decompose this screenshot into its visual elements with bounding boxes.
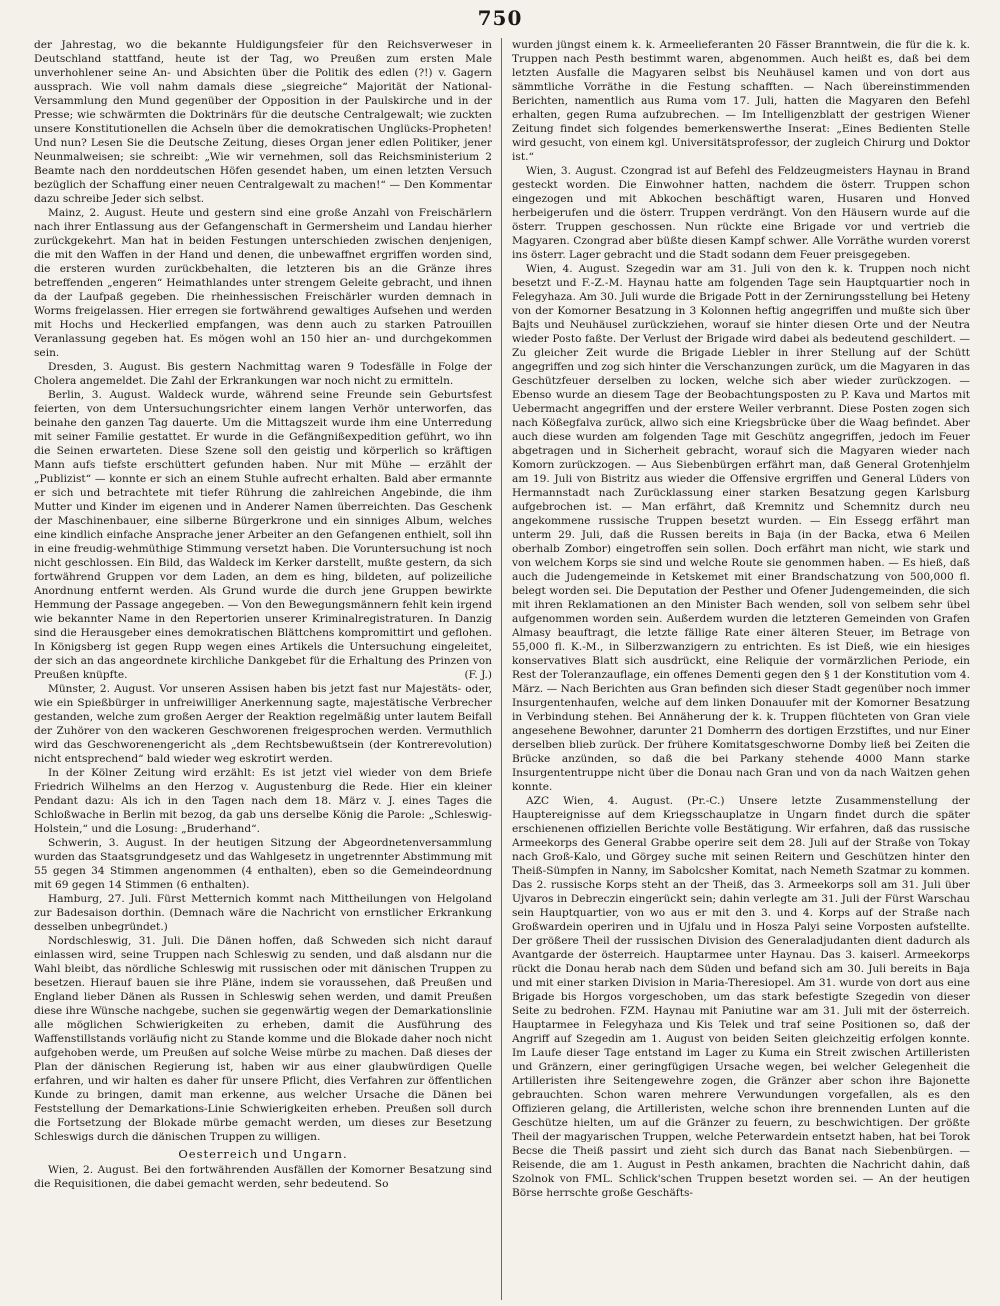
article-columns [34,38,970,1300]
section-heading: Oesterreich und Ungarn. [178,1147,348,1161]
page-number: 750 [477,6,523,30]
article-nordschleswig: Nordschleswig, 31. Juli. Die Dänen hoffen, daß Schweden sich nicht darauf einlassen wird, seine Truppen nach Schleswig zu senden, und daß alsdann nur die Wahl bleibt, das nördliche Schleswig mit russischen oder mit dänischen Truppen zu besetzen. Hierauf bauen sie ihre Pläne, indem sie voraussehen, daß Preußen und England lieber Dänen als Russen in Schleswig sehen werden, und damit Preußen diese ihre Wünsche nachgebe, suchen sie gegenwärtig wegen der Demarkationslinie alle möglichen Schwierigkeiten zu erheben, damit die Ausführung des Waffenstillstands vorläufig nicht zu Stande komme und die Blokade daher noch nicht aufgehoben werde, um Preußen auf solche Weise mürbe zu machen. Daß dieses der Plan der dänischen Regierung ist, haben wir aus einer glaubwürdigen Quelle erfahren, und wir halten es daher für unsere Pflicht, dies Verfahren zur öffentlichen Kunde zu bringen, damit man erkenne, aus welcher Ursache die Dänen bei Feststellung der Demarkations-Linie Schwierigkeiten erheben. Preußen soll durch die Fortsetzung der Blokade mürbe gemacht werden, um dieses zur Besetzung Schleswigs durch die dänischen Truppen zu willigen. [34,935,492,1143]
article-wien-aug4: Wien, 4. August. Szegedin war am 31. Juli von den k. k. Truppen noch nicht besetzt und F.-Z.-M. Haynau hatte am folgenden Tage sein Hauptquartier noch in Felegyhaza. Am 30. Juli wurde die Brigade Pott in der Zernirungsstellung bei Heteny von der Komorner Besatzung in 3 Kolonnen heftig angegriffen und mußte sich über Bajts und Neuhäusel zurückziehen, worauf sie hinter diesen Orte und der Neutra wieder Posto faßte. Der Verlust der Brigade wird dabei als bedeutend geschildert. — Zu gleicher Zeit wurde die Brigade Liebler in ihrer Stellung auf der Schütt angegriffen und zog sich hinter die Verschanzungen zurück, um die Magyaren in das Geschützfeuer derselben zu locken, welche sich aber wieder zurückzogen. — Ebenso wurde an diesem Tage der Beobachtungsposten zu P. Kava und Martos mit Uebermacht angegriffen und der erstere Weiler verbrannt. Diese Posten zogen sich nach Kößegfalva zurück, allwo sich eine Kriegsbrücke über die Waag befindet. Aber auch diese wurden am folgenden Tage mit Geschütz angegriffen, jedoch im Feuer abgetragen und in Sicherheit gebracht, worauf sich die Magyaren wieder nach Komorn zurückzogen. — Aus Siebenbürgen erfährt man, daß General Grotenhjelm am 19. Juli von Bistritz aus wieder die Offensive ergriffen und General Lüders von Hermannstadt nach Zurücklassung einer starken Besatzung gegen Karlsburg aufgebrochen ist. — Man erfährt, daß Kremnitz und Schemnitz durch neu angekommene russische Truppen besetzt wurden. — Ein Essegg erfährt man unterm 29. Juli, daß die Russen bereits in Baja (in der Backa, etwa 6 Meilen oberhalb Zombor) eingetroffen sein sollen. Doch erfährt man nicht, wie stark und von welchem Korps sie sind und welche Route sie genommen haben. — Es hieß, daß auch die Judengemeinde in Ketskemet mit einer Brandschatzung von 500,000 fl. belegt worden sei. Die Deputation der Pesther und Ofener Judengemeinden, die sich mit ihren Reklamationen an den Minister Bach wenden, soll von selbem sehr übel aufgenommen worden sein. Außerdem wurden die letzteren Gemeinden von Grafen Almasy beauftragt, die letzte fällige Rate einer älteren Steuer, im Betrage von 55,000 fl. K.-M., in Silberzwanzigern zu entrichten. Es ist Dieß, wie ein hiesiges konservatives Blatt sich ausdrückt, eine Reliquie der vormärzlichen Periode, ein Rest der Toleranzauflage, ein offenes Dementi gegen den § 1 der Konstitution vom 4. März. — Nach Berichten aus Gran befinden sich dieser Stadt gegenüber noch immer Insurgentenhaufen, welche auf dem linken Donauufer mit der Komorner Besatzung in Verbindung stehen. Bei Annäherung der k. k. Truppen flüchteten von Gran viele angesehene Bewohner, darunter 21 Domherrn des dortigen Erzstiftes, und nur Einer derselben blieb zurück. Der frühere Komitatsgeschworne Domby ließ bei Zeiten die Brücke anzünden, so daß die bei Parkany stehende 4000 Mann starke Insurgententruppe nicht über die Donau nach Gran und von da nach Waitzen gehen konnte. [512,263,970,793]
article-wien-continuation: wurden jüngst einem k. k. Armeelieferanten 20 Fässer Branntwein, die für die k. k. Truppen nach Pesth bestimmt waren, abgenommen. Auch heißt es, daß bei dem letzten Ausfalle die Magyaren selbst bis Neuhäusel kamen und von dort aus sämmtliche Vorräthe in die Festung schafften. — Nach übereinstimmenden Berichten, namentlich aus Ruma vom 17. Juli, hatten die Magyaren den Befehl erhalten, gegen Ruma aufzubrechen. — Im Intelligenzblatt der gestrigen Wiener Zeitung findet sich folgendes bemerkenswerthe Inserat: „Eines Bedienten Stelle wird gesucht, von einem kgl. Universitätsprofessor, der zugleich Chirurg und Doktor ist.“ [512,39,970,163]
article-muenster: Münster, 2. August. Vor unseren Assisen haben bis jetzt fast nur Majestäts- oder, wie ein Spießbürger in unfreiwilliger Anerkennung sagte, majestätische Verbrecher gestanden, welche zum großen Aerger der Reaktion regelmäßig unter lautem Beifall der Zuhörer von den wackeren Geschworenen freigesprochen werden. Vermuthlich wird das Geschworenengericht als „dem Rechtsbewußtsein (der Kontrerevolution) nicht entsprechend“ bald wieder weg eskrotirt werden. [34,683,492,765]
column-divider [501,38,502,1300]
article-berlin-text: Berlin, 3. August. Waldeck wurde, während seine Freunde sein Geburtsfest feierten, von dem Untersuchungsrichter einem langen Verhör unterworfen, das beinahe den ganzen Tag dauerte. Um die Mittagszeit wurde ihm eine Unterredung mit seiner Familie gestattet. Er wurde in die Gefängnißexpedition geführt, wo ihn die Seinen erwarteten. Diese Szene soll den geistig und körperlich so kräftigen Mann aufs tiefste erschüttert gefunden haben. Nur mit Mühe — erzählt der „Publizist“ — konnte er sich an einem Stuhle aufrecht erhalten. Bald aber ermannte er sich und betrachtete mit tiefer Rührung die zahlreichen Angebinde, die ihm Mutter und Kinder im eigenen und in Anderer Namen überreichten. Das Geschenk der Maschinenbauer, eine silberne Bürgerkrone und ein sinniges Album, welches eine kindlich einfache Ansprache jener Arbeiter an den Gefangenen enthielt, soll ihn in eine freudig-wehmüthige Stimmung versetzt haben. Die Voruntersuchung ist noch nicht geschlossen. Ein Bild, das Waldeck im Kerker darstellt, mußte gestern, da sich fortwährend Gruppen vor dem Laden, an dem es hing, bildeten, auf polizeiliche Anordnung entfernt werden. Als Grund wurde die durch jene Gruppen bewirkte Hemmung der Passage angegeben. — Von den Bewegungsmännern fehlt kein irgend wie bekannter Name in den Repertorien unserer Kriminalregistraturen. In Danzig sind die Herausgeber eines demokratischen Blättchens kompromittirt und geflohen. In Königsberg ist gegen Rupp wegen eines Artikels die Untersuchung eingeleitet, der sich an das angeordnete kirchliche Dankgebet für die Erhaltung des Prinzen von Preußen knüpfte. [34,389,492,681]
article-mainz: Mainz, 2. August. Heute und gestern sind eine große Anzahl von Freischärlern nach ihrer Entlassung aus der Gefangenschaft in Germersheim und Landau hierher zurückgekehrt. Man hat in beiden Festungen unterschieden zwischen denjenigen, die mit den Waffen in der Hand und denen, die unbewaffnet ergriffen worden sind, die ersteren wurden zurückbehalten, die letzteren bis an die Gränze ihres betreffenden „engeren“ Heimathlandes unter strengem Geleite gebracht, und ihnen da der Laufpaß gegeben. Die rheinhessischen Freischärler wurden demnach in Worms freigelassen. Hier erregen sie fortwährend gewaltiges Aufsehen und werden mit Hochs und Heckerlied empfangen, was denn auch zu starken Patrouillen Veranlassung gegeben hat. Es mögen wohl an 150 hier an- und durchgekommen sein. [34,207,492,359]
article-wien-aug2: Wien, 2. August. Bei den fortwährenden Ausfällen der Komorner Besatzung sind die Requisitionen, die dabei gemacht werden, sehr bedeutend. So [34,1164,492,1190]
article-schwerin: Schwerin, 3. August. In der heutigen Sitzung der Abgeordnetenversammlung wurden das Staatsgrundgesetz und das Wahlgesetz in ungetrennter Abstimmung mit 55 gegen 34 Stimmen angenommen (4 enthalten), eben so die Gemeindeordnung mit 69 gegen 14 Stimmen (6 enthalten). [34,837,492,891]
article-wien-aug3: Wien, 3. August. Czongrad ist auf Befehl des Feldzeugmeisters Haynau in Brand gesteckt worden. Die Einwohner hatten, nachdem die österr. Truppen schon eingezogen und mit Abkochen beschäftigt waren, Husaren und Honved herbeigerufen und die österr. Truppen verdrängt. Von den Häusern wurde auf die österr. Truppen geschossen. Nun rückte eine Brigade vor und vertrieb die Magyaren. Czongrad aber büßte diesen Kampf schwer. Alle Vorräthe wurden vorerst ins österr. Lager gebracht und die Stadt sodann dem Feuer preisgegeben. [512,165,970,261]
article-berlin [34,388,492,682]
article-dresden: Dresden, 3. August. Bis gestern Nachmittag waren 9 Todesfälle in Folge der Cholera angemeldet. Die Zahl der Erkrankungen war noch nicht zu ermitteln. [34,361,492,387]
article-azc-wien: AZC Wien, 4. August. (Pr.-C.) Unsere letzte Zusammenstellung der Hauptereignisse auf dem Kriegsschauplatze in Ungarn findet durch die später erschienenen offiziellen Berichte volle Bestätigung. Wir erfahren, daß das russische Armeekorps des General Grabbe operire seit dem 28. Juli auf der Straße von Tokay nach Groß-Kalo, und Görgey suche mit seinen Reitern und Geschützen hinter den Theiß-Sümpfen in Nanny, im Sabolcsher Komitat, nach Nemeth Szatmar zu kommen. Das 2. russische Korps steht an der Theiß, das 3. Armeekorps soll am 31. Juli über Ujvaros in Debreczin eingerückt sein; dahin verlegte am 31. Juli der Fürst Warschau sein Hauptquartier, von wo aus er mit den 3. und 4. Korps auf der Straße nach Großwardein operiren und in Ujfalu und in Hosza Palyi seine Vorposten aufstellte. Der größere Theil der russischen Division des Generaladjudanten dient dadurch als Avantgarde der österreich. Hauptarmee unter Haynau. Das 3. kaiserl. Armeekorps rückt die Donau herab nach dem Süden und befand sich am 30. Juli bereits in Baja und mit einer starken Division in Maria-Theresiopel. Am 31. wurde von dort aus eine Brigade bis Horgos vorgeschoben, um das stark befestigte Szegedin von dieser Seite zu bedrohen. FZM. Haynau mit Paniutine war am 31. Juli mit der österreich. Hauptarmee in Felegyhaza und Kis Telek und traf seine Positionen so, daß der Angriff auf Szegedin am 1. August von beiden Seiten gleichzeitig erfolgen konnte. Im Laufe dieser Tage entstand im Lager zu Kuma ein Streit zwischen Artilleristen und Gränzern, einer geringfügigen Ursache wegen, bei welcher Gelegenheit die Artilleristen ihre Seitengewehre zogen, die Gränzer aber schon ihre Bajonette gebrauchten. Schon waren mehrere Verwundungen vorgefallen, als es den Offizieren gelang, die Artilleristen, welche schon ihre brennenden Lunten auf die Geschütze hielten, um auf die Gränzer zu feuern, zu beschwichtigen. Der größte Theil der magyarischen Truppen, welche Peterwardein entsetzt haben, hat bei Torok Becse die Theiß passirt und zieht sich durch das Banat nach Siebenbürgen. — Reisende, die am 1. August in Pesth ankamen, brachten die Nachricht dahin, daß Szolnok von FML. Schlick'schen Truppen besetzt worden sei. — An der heutigen Börse herrschte große Geschäfts- [512,795,970,1199]
right-column [512,38,970,1300]
left-column [34,38,492,1300]
article-gagern-continuation: der Jahrestag, wo die bekannte Huldigungsfeier für den Reichsverweser in Deutschland stattfand, heute ist der Tag, wo Preußen zum ersten Male unverhohlener seine An- und Absichten über die Politik des edlen (?!) v. Gagern aussprach. Wie voll nahm damals diese „siegreiche“ Majorität der National-Versammlung den Mund gegenüber der Opposition in der Paulskirche und in der Presse; wie schwärmten die Doktrinärs für die deutsche Centralgewalt; wie zuckten unsere Konstitutionellen die Achseln über die demokratischen Unglücks-Propheten! Und nun? Lesen Sie die Deutsche Zeitung, dieses Organ jener edlen Politiker, jener Neunmalweisen; sie schreibt: „Wie wir vernehmen, soll das Reichsministerium 2 Beamte nach den norddeutschen Höfen gesendet haben, um einen letzten Versuch bezüglich der Schaffung einer neuen Centralgewalt zu machen!“ — Den Kommentar dazu schreibe Jeder sich selbst. [34,39,492,205]
article-hamburg: Hamburg, 27. Juli. Fürst Metternich kommt nach Mittheilungen von Helgoland zur Badesaison dorthin. (Demnach wäre die Nachricht von ernstlicher Erkrankung desselben unbegründet.) [34,893,492,933]
article-koelner-zeitung: In der Kölner Zeitung wird erzählt: Es ist jetzt viel wieder von dem Briefe Friedrich Wilhelms an den Herzog v. Augustenburg die Rede. Hier ein kleiner Pendant dazu: Als ich in den Tagen nach dem 18. März v. J. eines Tages die Schloßwache in Berlin mit bezog, da gab uns derselbe König die Parole: „Schleswig-Holstein,“ und die Losung: „Bruderhand“. [34,767,492,835]
article-signature: (F. J.) [464,669,492,681]
